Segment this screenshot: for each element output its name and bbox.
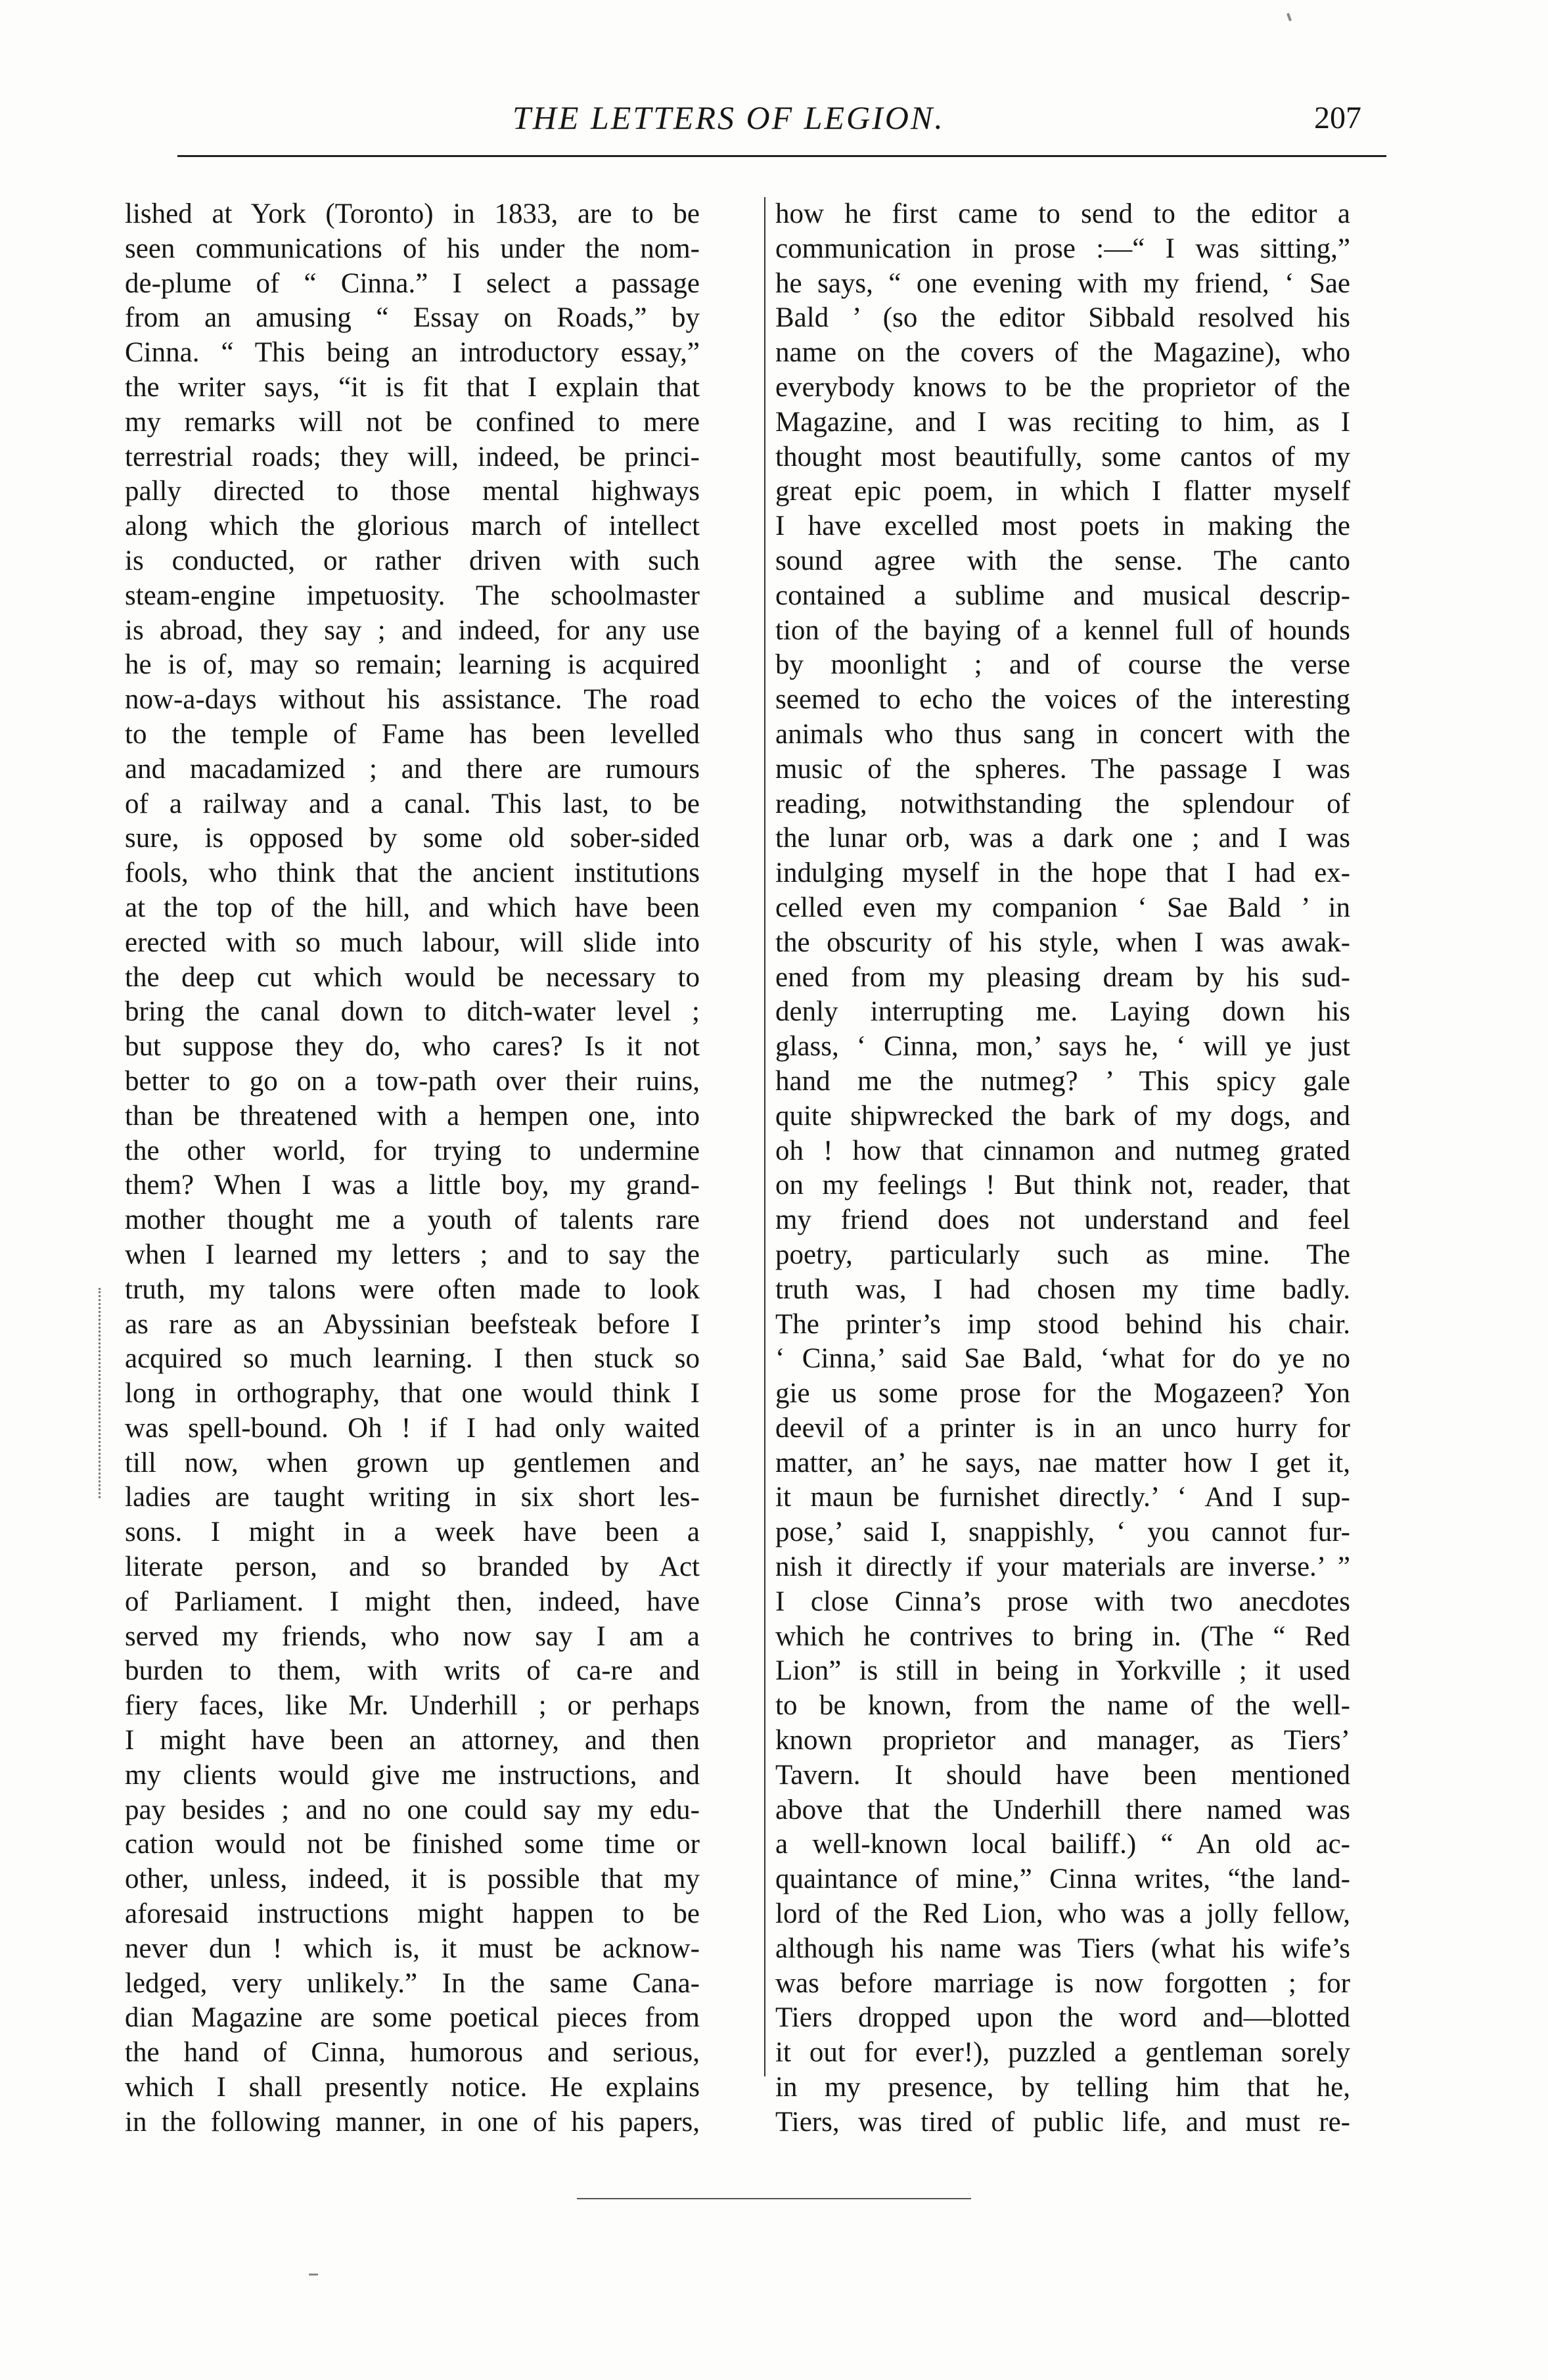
text-line: is abroad, they say ; and indeed, for any use [125, 614, 700, 646]
text-line: known proprietor and manager, as Tiers’ [775, 1725, 1350, 1756]
text-line: aforesaid instructions might happen to be [125, 1898, 700, 1930]
text-line: de-plume of “ Cinna.” I select a passage [125, 267, 700, 299]
text-line: cation would not be finished some time or [125, 1829, 700, 1860]
text-line: Tavern. It should have been mentioned [775, 1759, 1350, 1791]
text-line: ‘ Cinna,’ said Sae Bald, ‘what for do ye no [775, 1343, 1350, 1375]
text-line: in my presence, by telling him that he, [775, 2072, 1350, 2103]
text-line: than be threatened with a hempen one, into [125, 1100, 700, 1132]
text-line: matter, an’ he says, nae matter how I get it, [775, 1447, 1350, 1478]
column-divider [764, 197, 765, 2076]
text-line: was before marriage is now forgotten ; for [775, 1967, 1350, 1999]
text-line: as rare as an Abyssinian beefsteak before I [125, 1308, 700, 1340]
text-line: The printer’s imp stood behind his chair. [775, 1308, 1350, 1340]
text-line: music of the spheres. The passage I was [775, 753, 1350, 785]
footer-mark [309, 2274, 318, 2276]
text-line: I might have been an attorney, and then [125, 1725, 700, 1756]
text-line: along which the glorious march of intellect [125, 511, 700, 542]
text-line: and macadamized ; and there are rumours [125, 753, 700, 785]
text-line: tion of the baying of a kennel full of hounds [775, 614, 1350, 646]
text-line: ledged, very unlikely.” In the same Cana- [125, 1967, 700, 1999]
text-line: never dun ! which is, it must be acknow- [125, 1933, 700, 1964]
text-line: Magazine, and I was reciting to him, as I [775, 406, 1350, 438]
text-line: oh ! how that cinnamon and nutmeg grated [775, 1135, 1350, 1166]
text-line: he says, “ one evening with my friend, ‘ Sae [775, 267, 1350, 299]
text-line: denly interrupting me. Laying down his [775, 996, 1350, 1028]
text-line: reading, notwithstanding the splendour of [775, 788, 1350, 819]
text-line: I have excelled most poets in making the [775, 511, 1350, 542]
text-line: long in orthography, that one would think I [125, 1378, 700, 1409]
text-line: glass, ‘ Cinna, mon,’ says he, ‘ will ye just [775, 1031, 1350, 1063]
text-line: the hand of Cinna, humorous and serious, [125, 2037, 700, 2069]
text-line: of a railway and a canal. This last, to be [125, 788, 700, 819]
text-line: the deep cut which would be necessary to [125, 961, 700, 993]
text-line: animals who thus sang in concert with the [775, 718, 1350, 750]
text-line: quite shipwrecked the bark of my dogs, and [775, 1100, 1350, 1132]
text-line: was spell-bound. Oh ! if I had only waited [125, 1412, 700, 1444]
text-line: communication in prose :—“ I was sitting,” [775, 233, 1350, 264]
text-line: how he first came to send to the editor a [775, 198, 1350, 229]
text-line: seen communications of his under the nom- [125, 233, 700, 264]
text-line: pay besides ; and no one could say my edu- [125, 1794, 700, 1825]
text-line: name on the covers of the Magazine), who [775, 337, 1350, 369]
left-column [125, 197, 700, 2138]
text-line: sound agree with the sense. The canto [775, 545, 1350, 576]
page-number: 207 [1314, 101, 1361, 135]
text-line: the writer says, “it is fit that I explain that [125, 371, 700, 403]
text-line: better to go on a tow-path over their ruins, [125, 1065, 700, 1097]
text-line: gie us some prose for the Mogazeen? Yon [775, 1378, 1350, 1409]
text-line: Cinna. “ This being an introductory essay,” [125, 337, 700, 369]
text-line: truth was, I had chosen my time badly. [775, 1273, 1350, 1305]
text-line: seemed to echo the voices of the interesting [775, 684, 1350, 716]
text-line: Tiers dropped upon the word and—blotted [775, 2002, 1350, 2034]
text-line: my clients would give me instructions, and [125, 1759, 700, 1791]
text-line: literate person, and so branded by Act [125, 1551, 700, 1583]
text-line: acquired so much learning. I then stuck so [125, 1343, 700, 1375]
text-line: although his name was Tiers (what his wife’s [775, 1933, 1350, 1964]
text-line: on my feelings ! But think not, reader, that [775, 1170, 1350, 1201]
text-line: served my friends, who now say I am a [125, 1620, 700, 1652]
text-line: hand me the nutmeg? ’ This spicy gale [775, 1065, 1350, 1097]
text-line: Bald ’ (so the editor Sibbald resolved his [775, 302, 1350, 334]
scan-mark [1286, 13, 1292, 22]
text-line: is conducted, or rather driven with such [125, 545, 700, 576]
text-line: a well-known local bailiff.) “ An old ac- [775, 1829, 1350, 1860]
text-line: pose,’ said I, snappishly, ‘ you cannot fur- [775, 1517, 1350, 1548]
text-line: deevil of a printer is in an unco hurry for [775, 1412, 1350, 1444]
text-line: erected with so much labour, will slide into [125, 927, 700, 958]
text-line: to the temple of Fame has been levelled [125, 718, 700, 750]
text-line: lished at York (Toronto) in 1833, are to be [125, 198, 700, 229]
text-line: contained a sublime and musical descrip- [775, 580, 1350, 611]
text-line: truth, my talons were often made to look [125, 1273, 700, 1305]
text-line: by moonlight ; and of course the verse [775, 649, 1350, 681]
text-line: which I shall presently notice. He explains [125, 2072, 700, 2103]
text-line: fools, who think that the ancient institutions [125, 858, 700, 889]
text-line: everybody knows to be the proprietor of the [775, 371, 1350, 403]
text-line: other, unless, indeed, it is possible that my [125, 1864, 700, 1895]
text-line: now-a-days without his assistance. The road [125, 684, 700, 716]
text-line: above that the Underhill there named was [775, 1794, 1350, 1825]
text-line: quaintance of mine,” Cinna writes, “the land- [775, 1864, 1350, 1895]
text-line: pally directed to those mental highways [125, 476, 700, 507]
text-line: of Parliament. I might then, indeed, have [125, 1586, 700, 1617]
text-line: which he contrives to bring in. (The “ Red [775, 1620, 1350, 1652]
text-line: to be known, from the name of the well- [775, 1690, 1350, 1722]
text-line: in the following manner, in one of his papers, [125, 2106, 700, 2138]
text-line: them? When I was a little boy, my grand- [125, 1170, 700, 1201]
right-column [775, 197, 1350, 2138]
text-line: terrestrial roads; they will, indeed, be princi- [125, 441, 700, 472]
text-line: the lunar orb, was a dark one ; and I was [775, 823, 1350, 854]
text-line: ened from my pleasing dream by his sud- [775, 961, 1350, 993]
text-line: but suppose they do, who cares? Is it not [125, 1031, 700, 1063]
text-line: celled even my companion ‘ Sae Bald ’ in [775, 892, 1350, 923]
text-line: great epic poem, in which I flatter myself [775, 476, 1350, 507]
text-line: it maun be furnishet directly.’ ‘ And I sup- [775, 1482, 1350, 1513]
text-line: sure, is opposed by some old sober-sided [125, 823, 700, 854]
text-line: steam-engine impetuosity. The schoolmaster [125, 580, 700, 611]
text-line: dian Magazine are some poetical pieces from [125, 2002, 700, 2034]
text-line: mother thought me a youth of talents rare [125, 1204, 700, 1236]
text-line: when I learned my letters ; and to say the [125, 1239, 700, 1270]
text-line: indulging myself in the hope that I had ex- [775, 858, 1350, 889]
text-line: poetry, particularly such as mine. The [775, 1239, 1350, 1270]
text-line: sons. I might in a week have been a [125, 1517, 700, 1548]
text-line: Tiers, was tired of public life, and must re- [775, 2106, 1350, 2138]
text-line: lord of the Red Lion, who was a jolly fellow, [775, 1898, 1350, 1930]
text-line: till now, when grown up gentlemen and [125, 1447, 700, 1478]
header-rule [177, 155, 1386, 157]
text-line: burden to them, with writs of ca-re and [125, 1655, 700, 1687]
text-line: my remarks will not be confined to mere [125, 406, 700, 438]
text-line: the obscurity of his style, when I was awak- [775, 927, 1350, 958]
text-line: from an amusing “ Essay on Roads,” by [125, 302, 700, 334]
text-line: Lion” is still in being in Yorkville ; it used [775, 1655, 1350, 1687]
text-line: ladies are taught writing in six short les- [125, 1482, 700, 1513]
text-line: my friend does not understand and feel [775, 1204, 1350, 1236]
text-line: the other world, for trying to undermine [125, 1135, 700, 1166]
text-line: nish it directly if your materials are inverse.’ ” [775, 1551, 1350, 1583]
text-line: I close Cinna’s prose with two anecdotes [775, 1586, 1350, 1617]
text-line: bring the canal down to ditch-water level ; [125, 996, 700, 1028]
text-line: thought most beautifully, some cantos of my [775, 441, 1350, 472]
footer-rule [577, 2198, 971, 2199]
text-line: at the top of the hill, and which have been [125, 892, 700, 923]
margin-annotation-mark [99, 1288, 102, 1498]
text-line: fiery faces, like Mr. Underhill ; or perhaps [125, 1690, 700, 1722]
running-title: THE LETTERS OF LEGION. [512, 99, 945, 136]
text-line: he is of, may so remain; learning is acquired [125, 649, 700, 681]
text-line: it out for ever!), puzzled a gentleman sorely [775, 2037, 1350, 2069]
